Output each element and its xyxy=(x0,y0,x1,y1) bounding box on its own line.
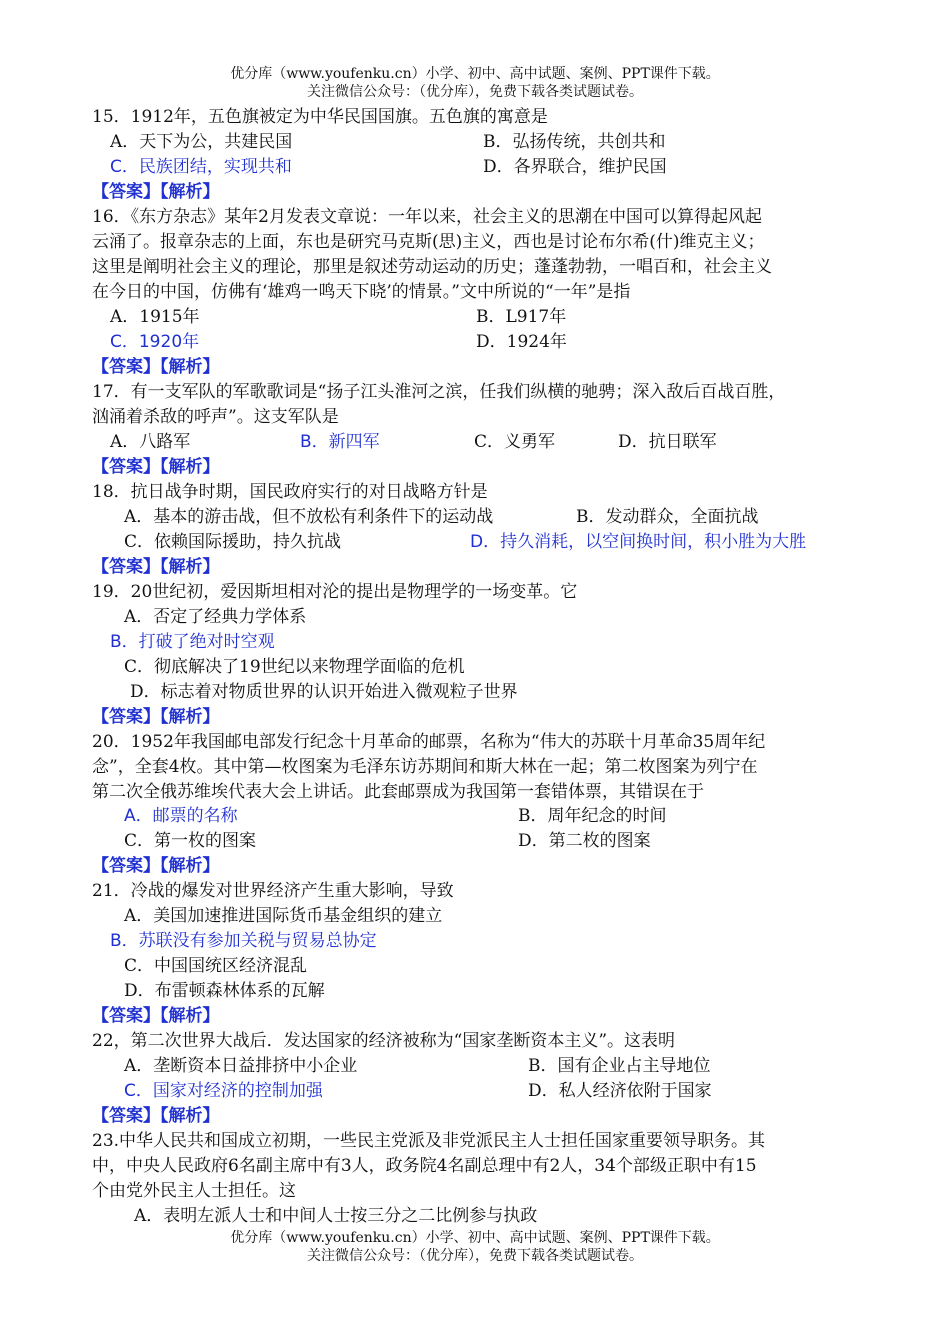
option-d: D．布雷顿森林体系的瓦解 xyxy=(124,981,325,1001)
question-stem-line-1: 20．1952年我国邮电部发行纪念十月革命的邮票，名称为“伟大的苏联十月革命35周年纪 xyxy=(92,732,766,752)
question-stem: 22，第二次世界大战后．发达国家的经济被称为“国家垄断资本主义”。这表明 xyxy=(92,1031,676,1051)
question-stem-line-3: 个由党外民主人士担任。这 xyxy=(92,1181,296,1201)
answer-analysis-label: 【答案】【解析】 xyxy=(92,182,220,202)
question-stem-line-1: 23.中华人民共和国成立初期，一些民主党派及非党派民主人士担任国家重要领导职务。其 xyxy=(92,1131,766,1151)
option-a: A．天下为公，共建民国 xyxy=(110,132,293,152)
answer-analysis-label: 【答案】【解析】 xyxy=(92,1106,220,1126)
option-b: B．国有企业占主导地位 xyxy=(528,1056,711,1076)
question-stem: 19．20世纪初，爱因斯坦相对沦的提出是物理学的一场变革。它 xyxy=(92,582,578,602)
option-b: B．弘扬传统，共创共和 xyxy=(483,132,666,152)
option-a-correct: A．邮票的名称 xyxy=(124,806,238,826)
header-line-1: 优分库（www.youfenku.cn）小学、初中、高中试题、案例、PPT课件下载。 xyxy=(230,66,720,82)
option-c-correct: C．国家对经济的控制加强 xyxy=(124,1081,323,1101)
option-b: B．周年纪念的时间 xyxy=(518,806,667,826)
option-a: A．八路军 xyxy=(110,432,191,452)
option-b-correct: B．苏联没有参加关税与贸易总协定 xyxy=(110,931,377,951)
option-c: C．彻底解决了19世纪以来物理学面临的危机 xyxy=(124,657,465,677)
option-c: C．第一枚的图案 xyxy=(124,831,257,851)
question-stem: 18．抗日战争时期，国民政府实行的对日战略方针是 xyxy=(92,482,488,502)
answer-analysis-label: 【答案】【解析】 xyxy=(92,1006,220,1026)
option-a: A．美国加速推进国际货币基金组织的建立 xyxy=(124,906,443,926)
answer-analysis-label: 【答案】【解析】 xyxy=(92,707,220,727)
option-a: A．基本的游击战，但不放松有利条件下的运动战 xyxy=(124,507,494,527)
option-d: D．私人经济依附于国家 xyxy=(528,1081,712,1101)
question-stem-line-4: 在今日的中国，仿佛有‘雄鸡一鸣天下晓’的情景。”文中所说的“一年”是指 xyxy=(92,282,631,302)
question-stem-line-3: 第二次全俄苏维埃代表大会上讲话。此套邮票成为我国第一套错体票，其错误在于 xyxy=(92,782,704,802)
answer-analysis-label: 【答案】【解析】 xyxy=(92,557,220,577)
option-d: D．抗日联军 xyxy=(618,432,717,452)
option-b: B．L917年 xyxy=(476,307,567,327)
question-stem-line-1: 17．有一支军队的军歌歌词是“扬子江头淮河之滨，任我们纵横的驰骋；深入敌后百战百胜， xyxy=(92,382,786,402)
option-d-correct: D．持久消耗，以空间换时间，积小胜为大胜 xyxy=(470,532,807,552)
option-c: C．中国国统区经济混乱 xyxy=(124,956,308,976)
option-d: D．标志着对物质世界的认识开始进入微观粒子世界 xyxy=(130,682,518,702)
question-stem-line-2: 念”，全套4枚。其中第—枚图案为毛泽东访苏期间和斯大林在一起；第二枚图案为列宁在 xyxy=(92,757,758,777)
option-c: C．义勇军 xyxy=(474,432,556,452)
option-b-correct: B．打破了绝对时空观 xyxy=(110,632,275,652)
question-stem: 15．1912年，五色旗被定为中华民国国旗。五色旗的寓意是 xyxy=(92,107,548,127)
option-a: A．否定了经典力学体系 xyxy=(124,607,307,627)
option-a: A．1915年 xyxy=(110,307,200,327)
footer-line-2: 关注微信公众号：（优分库），免费下载各类试题试卷。 xyxy=(307,1248,643,1264)
question-stem-line-2: 中，中央人民政府6名副主席中有3人，政务院4名副总理中有2人，34个部级正职中有15 xyxy=(92,1156,757,1176)
question-stem-line-2: 汹涌着杀敌的呼声”。这支军队是 xyxy=(92,407,339,427)
option-b: B．发动群众，全面抗战 xyxy=(576,507,759,527)
option-d: D．各界联合，维护民国 xyxy=(483,157,667,177)
header-line-2: 关注微信公众号：（优分库），免费下载各类试题试卷。 xyxy=(307,84,643,100)
option-a: A．垄断资本日益排挤中小企业 xyxy=(124,1056,358,1076)
question-stem-line-3: 这里是阐明社会主义的理论，那里是叙述劳动运动的历史；蓬蓬勃勃，一唱百和，社会主义 xyxy=(92,257,772,277)
option-c-correct: C．民族团结，实现共和 xyxy=(110,157,292,177)
option-d: D．1924年 xyxy=(476,332,567,352)
option-c: C．依赖国际援助，持久抗战 xyxy=(124,532,342,552)
footer-line-1: 优分库（www.youfenku.cn）小学、初中、高中试题、案例、PPT课件下载。 xyxy=(230,1230,720,1246)
option-d: D．第二枚的图案 xyxy=(518,831,651,851)
answer-analysis-label: 【答案】【解析】 xyxy=(92,357,220,377)
answer-analysis-label: 【答案】【解析】 xyxy=(92,457,220,477)
option-a: A．表明左派人士和中间人士按三分之二比例参与执政 xyxy=(134,1206,538,1226)
question-stem-line-2: 云涌了。报章杂志的上面，东也是研究马克斯(思)主义，西也是讨论布尔希(什)维克主义； xyxy=(92,232,765,252)
option-c-correct: C．1920年 xyxy=(110,332,200,352)
answer-analysis-label: 【答案】【解析】 xyxy=(92,856,220,876)
option-b-correct: B．新四军 xyxy=(300,432,380,452)
question-stem-line-1: 16．《东方杂志》某年2月发表文章说：一年以来，社会主义的思潮在中国可以算得起风起 xyxy=(92,207,762,227)
question-stem: 21．冷战的爆发对世界经济产生重大影响，导致 xyxy=(92,881,454,901)
